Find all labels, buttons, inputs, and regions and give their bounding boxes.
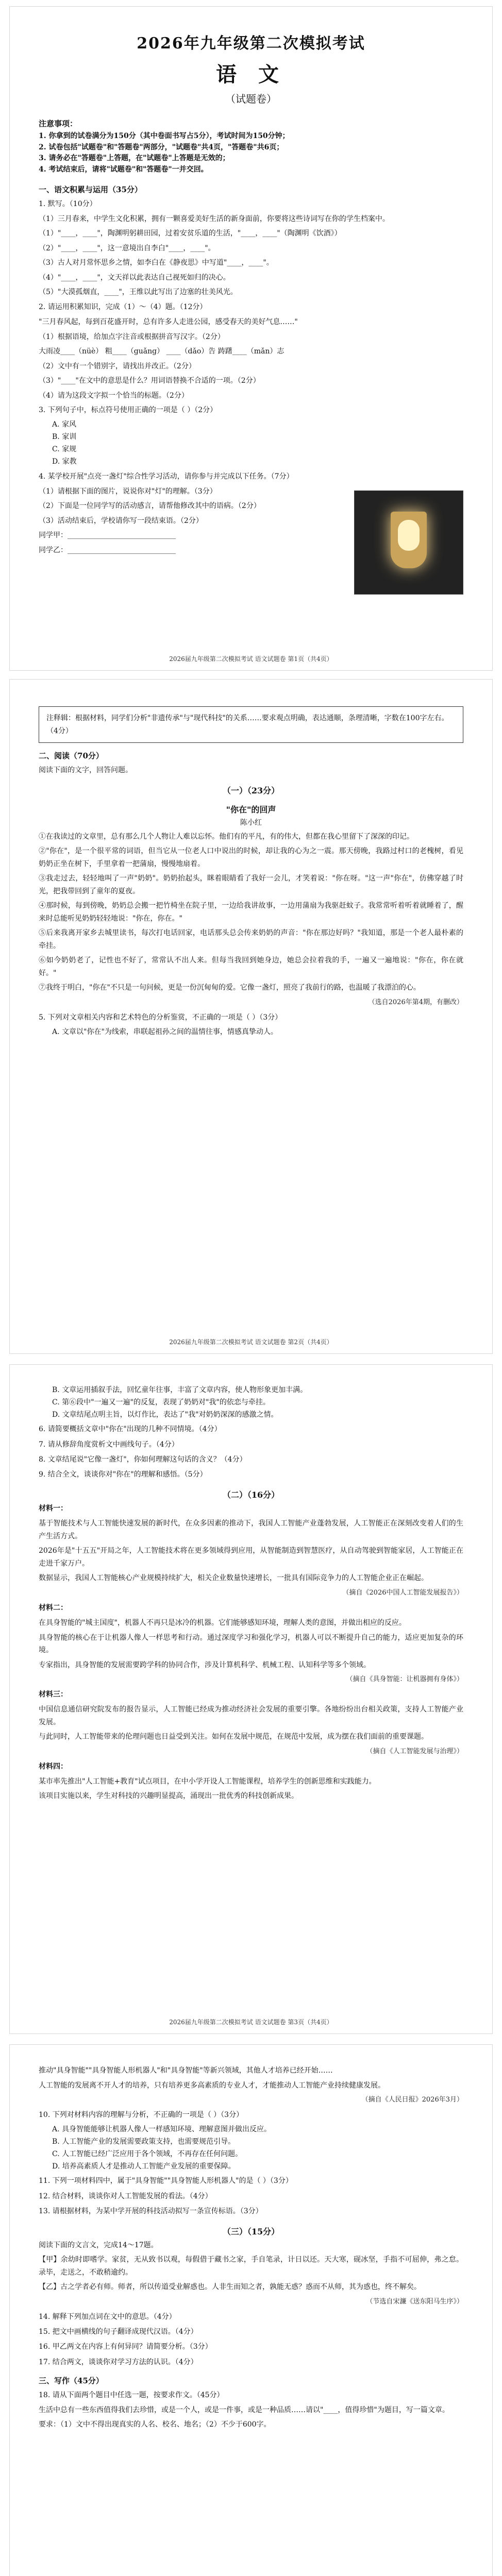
question-10: 10. 下列对材料内容的理解与分析，不正确的一项是（ ）（3分）	[39, 2111, 244, 2119]
question-15: 15. 把文中画横线的句子翻译成现代汉语。（4分）	[39, 2328, 198, 2336]
option: B. 家训	[52, 433, 77, 442]
question-text: （1）"____，____"，陶渊明躬耕田园，过着安贫乐道的生活，"____，____"（陶渊明《饮酒》）	[39, 229, 342, 238]
question-17: 17. 结合两文，谈谈你对学习方法的认识。（4分）	[39, 2358, 198, 2366]
answer-line: 同学乙：______________________________	[39, 546, 176, 555]
classical-intro: 阅读下面的文言文，完成14～17题。	[39, 2241, 158, 2249]
part-label: （二）（16分）	[222, 1490, 280, 1500]
exam-page-1	[9, 6, 493, 671]
material-title: 材料三：	[39, 1690, 68, 1699]
question-12: 12. 结合材料，谈谈你对人工智能发展的看法。（4分）	[39, 2192, 212, 2200]
question-text: （2）"____，____"，这一意境出自李白"____，____"。	[39, 244, 215, 252]
writing-requirement: 要求：（1）文中不得出现真实的人名、校名、地名；（2）不少于600字。	[39, 2420, 271, 2429]
material-paragraph: 具身智能的核心在于让机器人像人一样思考和行动。通过深度学习和强化学习，机器人可以不断提升自己的能力，适应更加复杂的环境。	[39, 1633, 463, 1655]
writing-prompt: 生活中总有一些东西值得我们去珍惜，或是一个人，或是一件事，或是一种品质……请以"____，值得珍惜"为题目，写一篇文章。	[39, 2405, 449, 2414]
material-source: （摘自《2026中国人工智能发展报告》）	[342, 1588, 463, 1597]
question-4-text	[39, 485, 345, 595]
question-text: （1）根据语境，给加点字注音或根据拼音写汉字。（2分）	[39, 332, 225, 341]
page-footer: 2026届九年级第二次模拟考试 语文试题卷 第3页（共4页）	[169, 2019, 333, 2026]
story-paragraph: ⑦我终于明白，"你在"不只是一句问候，更是一份沉甸甸的爱。它像一盏灯，照亮了我前行的路，也温暖了我漂泊的心。	[39, 984, 421, 992]
story-paragraph: ③我走过去，轻轻地叫了一声"奶奶"。奶奶抬起头，眯着眼睛看了我好一会儿，才笑着说："你在呀。"这一声"你在"，仿佛穿越了时光，把我带回到了童年的夏夜。	[39, 874, 463, 895]
question-text: （3）"____"在文中的意思是什么？用词语替换不合适的一项。（2分）	[39, 377, 260, 385]
question-2: 2. 请运用积累知识，完成（1）～（4）题。（12分）	[39, 302, 207, 311]
section-heading: 一、语文积累与运用（35分）	[39, 184, 142, 194]
material-paragraph: 中国信息通信研究院发布的报告显示，人工智能已经成为推动经济社会发展的重要引擎。各地纷纷出台相关政策，支持人工智能产业发展。	[39, 1705, 463, 1726]
question-text: （2）下面是一位同学写的活动感言，请帮他修改其中的语病。（2分）	[39, 502, 261, 511]
question-text: （3）活动结束后，学校请你写一段结束语。（2分）	[39, 516, 203, 525]
answer-line: 同学甲：______________________________	[39, 531, 176, 540]
material-paragraph: 2026年是"十五五"开局之年，人工智能技术将在更多领域得到应用，从智能制造到智慧医疗，从自动驾驶到智能家居，人工智能正在走进千家万户。	[39, 1547, 463, 1568]
lamp-photo	[354, 490, 463, 595]
page-footer: 2026届九年级第二次模拟考试 语文试题卷 第1页（共4页）	[169, 655, 333, 663]
material-source: （摘自《人工智能发展与治理》）	[366, 1747, 463, 1755]
question-text: （5）"大漠孤烟直，____"，王维以此写出了边塞的壮美风光。	[39, 288, 238, 297]
question-text: 大雨凌____（nüè） 粗____（guǎng） ____（dǎo）告 踌躇____（mǎn）志	[39, 347, 285, 356]
question-9: 9. 结合全文，谈谈你对"你在"的理解和感悟。（5分）	[39, 1470, 207, 1479]
question-text: "三月春风起，每到百花盛开时，总有许多人走进公园，感受春天的美好气息……"	[39, 318, 298, 327]
reading-intro: 阅读下面的文字，回答问题。	[39, 766, 132, 774]
notice-box: 注释辑：根据材料，同学们分析"非遗传承"与"现代科技"的关系……要求观点明确，表达通顺，条理清晰，字数在100字左右。（4分）	[39, 706, 463, 743]
material-paragraph: 某市率先推出"人工智能+教育"试点项目，在中小学开设人工智能课程，培养学生的创新思维和实践能力。	[39, 1777, 376, 1786]
option: C. 人工智能已经广泛应用于各个领域，不再存在任何问题。	[52, 2149, 243, 2158]
question-1: 1. 默写。（10分）	[39, 199, 97, 208]
material-paragraph: 基于智能技术与人工智能快速发展的新时代，在众多因素的推动下，我国人工智能产业蓬勃发展，人工智能正在深刻改变着人们的生产生活方式。	[39, 1519, 463, 1540]
material-title: 材料二：	[39, 1603, 68, 1612]
part-label: （一）（23分）	[222, 785, 280, 795]
material-paragraph: 与此同时，人工智能带来的伦理问题也日益受到关注。如何在发展中规范，在规范中发展，成为摆在我们面前的重要课题。	[39, 1733, 428, 1741]
exam-page-4	[9, 2044, 493, 2576]
exam-title: 2026年九年级第二次模拟考试	[137, 35, 365, 53]
notice-item: 2. 试卷包括"试题卷"和"答题卷"两部分，"试题卷"共4页，"答题卷"共6页；	[39, 143, 284, 151]
material-paragraph: 数据显示，我国人工智能核心产业规模持续扩大，相关企业数量快速增长，一批具有国际竞争力的人工智能企业正在崛起。	[39, 1574, 428, 1583]
story-paragraph: ⑤后来我离开家乡去城里读书，每次打电话回家，电话那头总会传来奶奶的声音："你在那边好吗？"我知道，那是一个老人最朴素的牵挂。	[39, 929, 463, 950]
option: D. 家教	[52, 457, 77, 466]
option: C. 家规	[52, 445, 77, 453]
question-3: 3. 下列句子中，标点符号使用正确的一项是（ ）（2分）	[39, 406, 217, 415]
notice-list	[39, 131, 463, 176]
story-paragraph: ⑥如今奶奶老了，记性也不好了，常常认不出人来。但每当我回到她身边，她总会拉着我的手，一遍又一遍地说："你在，你在就好。"	[39, 956, 463, 977]
notice-item: 3. 请务必在"答题卷"上答题，在"试题卷"上答题是无效的；	[39, 154, 230, 163]
question-text: （1）三月春来，中学生文化积累，拥有一颗喜爱美好生活的新身面前，你要将这些诗词写在你的学生档案中。	[39, 214, 390, 223]
story-paragraph: ①在我读过的文章里，总有那么几个人物让人难以忘怀。他们有的平凡，有的伟大，但都在我心里留下了深深的印记。	[39, 832, 414, 841]
material-source: （摘自《具身智能：让机器拥有身体》）	[346, 1675, 463, 1684]
option: A. 具身智能能够让机器人像人一样感知环境、理解意图并做出反应。	[52, 2125, 272, 2134]
classical-source: （节选自宋濂《送东阳马生序》）	[366, 2297, 463, 2306]
question-4-row	[39, 485, 463, 595]
story-author: 陈小红	[240, 818, 262, 827]
story-paragraph: ④那时候，每到傍晚，奶奶总会搬一把竹椅坐在院子里，一边给我讲故事，一边用蒲扇为我驱赶蚊子。我常常听着听着就睡着了，醒来时总能听见奶奶轻轻地说："你在，你在。"	[39, 902, 463, 923]
option: B. 文章运用插叙手法，回忆童年往事，丰富了文章内容，使人物形象更加丰满。	[52, 1386, 308, 1394]
part-label: （三）（15分）	[222, 2226, 280, 2236]
question-text: （3）古人对月常怀思乡之情，如李白在《静夜思》中写道"____，____"。	[39, 259, 274, 267]
volume-label: （试题卷）	[225, 93, 277, 105]
option: B. 人工智能产业的发展需要政策支持，也需要规范引导。	[52, 2137, 236, 2146]
question-text: （1）请根据下面的图片，说说你对"灯"的理解。（3分）	[39, 487, 217, 496]
exam-page-3	[9, 1364, 493, 2034]
material-title: 材料一：	[39, 1504, 68, 1513]
option: D. 培养高素质人才是推动人工智能产业发展的重要保障。	[52, 2162, 236, 2171]
option: C. 第⑥段中"一遍又一遍"的反复，表现了奶奶对"我"的依恋与牵挂。	[52, 1398, 270, 1406]
question-14: 14. 解释下列加点词在文中的意思。（4分）	[39, 2312, 176, 2321]
notice-item: 4. 考试结束后，请将"试题卷"和"答题卷"一并交回。	[39, 165, 208, 174]
question-11: 11. 下列一项材料四中，属于"具身智能""具身智能人形机器人"的是（ ）（3分）	[39, 2177, 293, 2185]
question-18: 18. 请从下面两个题目中任选一题，按要求作文。（45分）	[39, 2391, 224, 2399]
material-paragraph: 推动"具身智能""具身智能人形机器人"和"具身智能"等新兴领域，其他人才培养已经开始……	[39, 2066, 333, 2075]
material-paragraph: 该项目实施以来，学生对科技的兴趣明显提高，涌现出一批优秀的科技创新成果。	[39, 1792, 298, 1801]
option: A. 文章以"你在"为线索，串联起祖孙之间的温情往事，情感真挚动人。	[52, 1027, 278, 1036]
question-16: 16. 甲乙两文在内容上有何异同？请简要分析。（3分）	[39, 2343, 212, 2351]
question-7: 7. 请从修辞角度赏析文中画线句子。（4分）	[39, 1440, 179, 1449]
material-title: 材料四：	[39, 1762, 68, 1771]
lamp-light	[398, 520, 420, 551]
question-6: 6. 请简要概括文章中"你在"出现的几种不同情境。（4分）	[39, 1425, 222, 1434]
notice-item: 1. 你拿到的试卷满分为150分（其中卷面书写占5分），考试时间为150分钟；	[39, 132, 290, 140]
material-paragraph: 在具身智能的"城主国度"，机器人不再只是冰冷的机器。它们能够感知环境，理解人类的意图，并做出相应的反应。	[39, 1619, 406, 1628]
story-title: "你在"的回声	[226, 804, 276, 815]
question-5: 5. 下列对文章相关内容和艺术特色的分析鉴赏，不正确的一项是（ ）（3分）	[39, 1013, 282, 1022]
notice-title: 注意事项：	[39, 119, 78, 128]
material-source: （摘自《人民日报》2026年3月）	[361, 2096, 463, 2104]
classical-text: 【乙】古之学者必有师。师者，所以传道受业解惑也。人非生而知之者，孰能无惑？惑而不从师，其为惑也，终不解矣。	[39, 2283, 421, 2292]
question-text: （4）"____，____"，文天祥以此表达自己视死如归的决心。	[39, 273, 230, 282]
page-footer: 2026届九年级第二次模拟考试 语文试题卷 第2页（共4页）	[169, 1338, 333, 1346]
material-paragraph: 人工智能的发展离不开人才的培养，只有培养更多高素质的专业人才，才能推动人工智能产业持续健康发展。	[39, 2081, 385, 2090]
option: D. 文章结尾点明主旨，以灯作比，表达了"我"对奶奶深深的感激之情。	[52, 1410, 278, 1419]
subject-title: 语 文	[216, 62, 286, 87]
option: A. 家风	[52, 420, 77, 429]
question-13: 13. 请根据材料，为某中学开展的科技活动拟写一条宣传标语。（3分）	[39, 2207, 263, 2215]
story-source: （选自2026年第4期，有删改）	[368, 998, 463, 1006]
material-paragraph: 专家指出，具身智能的发展需要跨学科的协同合作，涉及计算机科学、机械工程、认知科学等多个领域。	[39, 1660, 371, 1669]
section-heading: 三、写作（45分）	[39, 2376, 104, 2385]
question-4: 4. 某学校开展"点亮一盏灯"综合性学习活动，请你参与并完成以下任务。（7分）	[39, 472, 294, 481]
question-8: 8. 文章结尾说"它像一盏灯"，你如何理解这句话的含义？（4分）	[39, 1455, 247, 1464]
exam-page-2	[9, 679, 493, 1354]
section-heading: 二、阅读（70分）	[39, 751, 104, 760]
question-text: （2）文中有一个错别字，请找出并改正。（2分）	[39, 362, 196, 370]
question-text: （4）请为这段文字拟一个恰当的标题。（2分）	[39, 391, 189, 400]
story-paragraph: ②"你在"，是一个很平常的词语，但当它从一位老人口中说出的时候，却让我的心为之一震。那天傍晚，我路过村口的老槐树，看见奶奶正坐在树下，手里拿着一把蒲扇，慢慢地扇着。	[39, 847, 463, 868]
classical-text: 【甲】余幼时即嗜学。家贫，无从致书以观，每假借于藏书之家，手自笔录，计日以还。天大寒，砚冰坚，手指不可屈伸，弗之怠。录毕，走送之，不敢稍逾约。	[39, 2256, 463, 2277]
